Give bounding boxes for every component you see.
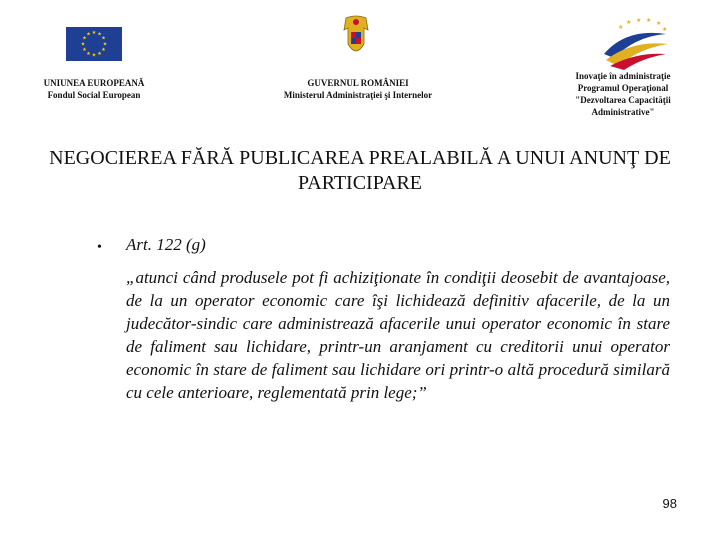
svg-text:★: ★ xyxy=(618,24,624,31)
svg-text:★: ★ xyxy=(91,30,97,36)
svg-text:★: ★ xyxy=(626,19,632,26)
program-caption-line2: Programul Operaţional xyxy=(577,83,669,93)
government-caption-line1: GUVERNUL ROMÂNIEI xyxy=(307,78,409,88)
svg-text:★: ★ xyxy=(636,17,642,24)
bullet-marker: • xyxy=(97,240,102,255)
svg-text:★: ★ xyxy=(86,51,91,57)
svg-text:★: ★ xyxy=(97,31,102,38)
eu-caption-line2: Fondul Social European xyxy=(47,90,141,100)
program-caption xyxy=(548,70,698,118)
svg-text:★: ★ xyxy=(80,41,86,48)
svg-text:★: ★ xyxy=(662,26,668,33)
government-caption xyxy=(268,77,448,101)
program-caption-line1: Inovaţie în administraţie xyxy=(575,71,671,81)
government-caption-line2: Ministerul Administraţiei şi Internelor xyxy=(283,90,433,100)
program-swirl-icon xyxy=(596,14,672,70)
eu-flag-logo xyxy=(66,27,122,61)
svg-text:★: ★ xyxy=(86,31,91,38)
program-logo xyxy=(596,14,672,70)
article-quote: „atunci când produsele pot fi achiziţionate în condiţii deosebit de avantajoase, de la un operator economic care îşi lichidează definitiv afacerile, de la un judecător-sindic care administrează afacerile unui operator economic în stare de faliment sau lichidare, printr-un aranjament cu creditorii unui operator economic în stare de faliment sau lichidare ori printr-o altă procedură similară cu cele anterioare, reglementată prin lege;” xyxy=(126,268,670,402)
eu-caption-line1: UNIUNEA EUROPEANĂ xyxy=(43,78,145,88)
svg-text:★: ★ xyxy=(97,51,102,57)
program-caption-line4: Administrative" xyxy=(591,107,655,117)
svg-text:★: ★ xyxy=(656,20,662,27)
slide-title: NEGOCIEREA FĂRĂ PUBLICAREA PREALABILĂ A UNUI ANUNŢ DE PARTICIPARE xyxy=(49,147,671,194)
bullet-heading: Art. 122 (g) xyxy=(126,235,206,254)
eu-stars-icon xyxy=(66,27,122,61)
eu-caption xyxy=(14,77,174,101)
svg-text:★: ★ xyxy=(102,41,108,48)
svg-text:★: ★ xyxy=(82,47,87,53)
svg-text:★: ★ xyxy=(101,35,106,42)
program-caption-line3: "Dezvoltarea Capacităţii xyxy=(575,95,671,105)
page-number: 98 xyxy=(662,496,677,511)
svg-text:★: ★ xyxy=(91,52,97,59)
svg-text:★: ★ xyxy=(646,17,652,24)
svg-text:★: ★ xyxy=(82,35,87,42)
svg-text:★: ★ xyxy=(101,47,106,53)
coat-of-arms-icon xyxy=(342,14,370,60)
romania-coat-of-arms-logo xyxy=(342,14,370,60)
